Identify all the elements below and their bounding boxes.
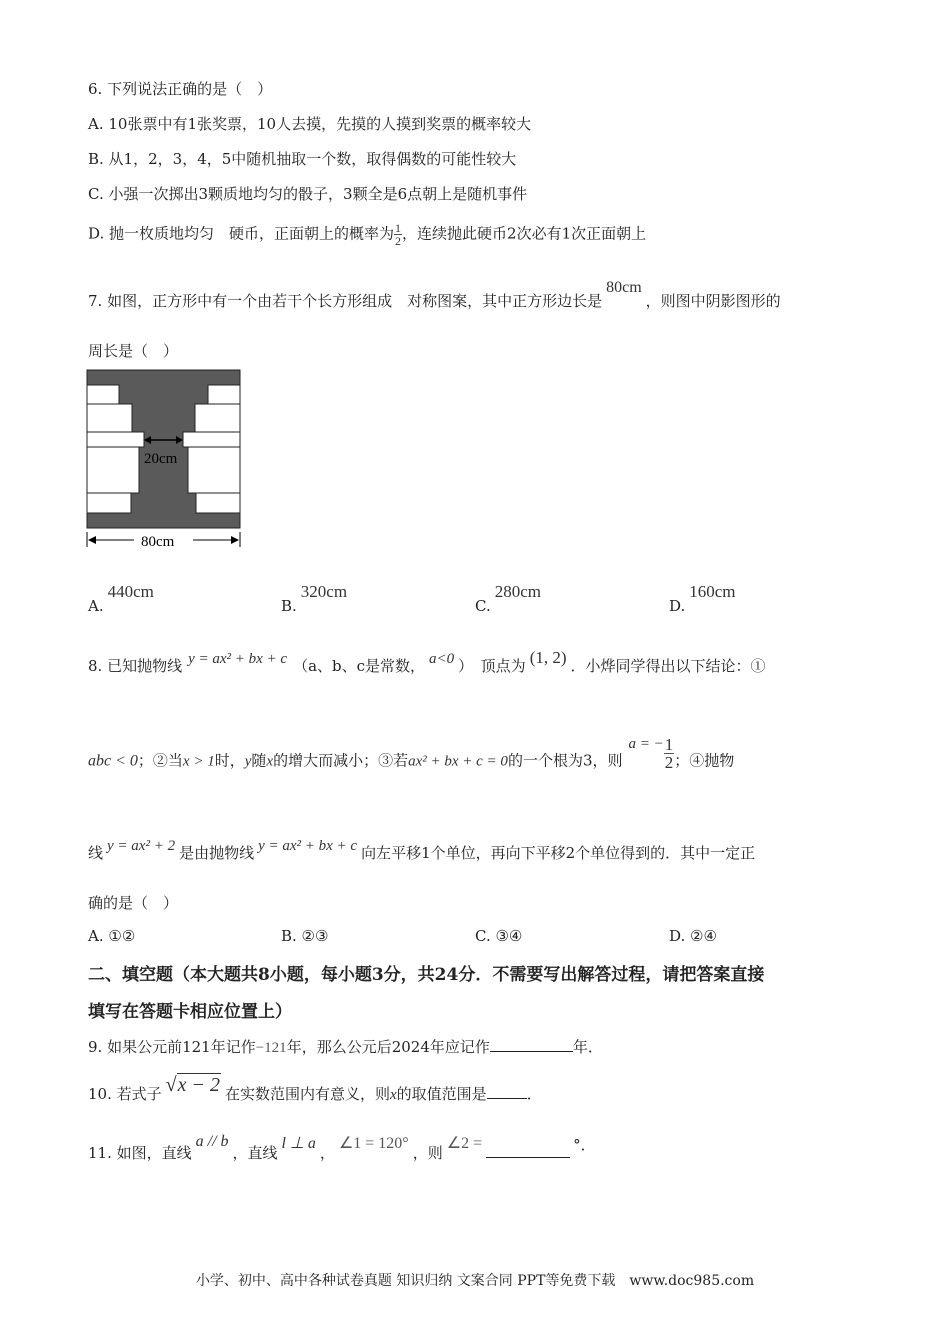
q11-parallel: a // b	[195, 1133, 229, 1150]
q8-abc: abc < 0	[88, 752, 138, 770]
q7-option-d	[669, 582, 736, 615]
q8-eq-parabola: y = ax² + bx + c	[188, 651, 288, 667]
q8-line3	[88, 838, 756, 863]
q8-l2-text-j: 的一个根为3，则	[507, 751, 623, 770]
q9-text-pre: 9. 如果公元前121年记作	[88, 1038, 256, 1056]
q8-text-1: 8. 已知抛物线	[88, 657, 183, 675]
q7-width-arrowhead-right	[231, 536, 239, 544]
q9	[88, 1036, 603, 1057]
q6-option-b: B. 从1，2，3，4，5中随机抽取一个数，取得偶数的可能性较大	[88, 150, 517, 168]
q10-text-pre: 10. 若式子	[88, 1085, 162, 1103]
section2-heading-line2: 填写在答题卡相应位置上）	[88, 1002, 292, 1022]
q8-option-c: C. ③④	[475, 927, 523, 945]
q7-option-d-letter: D.	[669, 597, 686, 615]
q9-answer-blank[interactable]	[490, 1051, 573, 1052]
q11-text-end: °．	[573, 1136, 596, 1154]
q8-fraction-num: 1	[664, 735, 674, 754]
q7-option-b-letter: B.	[281, 597, 297, 615]
q8-l2-text-b: ；②当	[137, 751, 183, 770]
q8-x-gt-1: x > 1	[182, 753, 215, 770]
q8-fraction	[664, 736, 675, 771]
q7-right-rect-3	[183, 432, 240, 447]
q9-text-post: 年，那么公元后2024年应记作	[286, 1038, 490, 1056]
q9-value: −121	[255, 1040, 287, 1056]
q11-text-1: ，直线	[232, 1144, 278, 1162]
q8-eq-original: y = ax² + bx + c	[258, 838, 358, 854]
q11	[88, 1133, 596, 1163]
q7-option-a	[88, 582, 154, 615]
q7-left-rect-1	[87, 385, 119, 404]
q7-option-a-letter: A.	[88, 597, 104, 615]
q8-option-d: D. ②④	[669, 927, 717, 945]
q8-y: y	[244, 753, 252, 770]
q6-d-numerator: 1	[395, 221, 402, 235]
q7-left-rect-5	[87, 493, 131, 513]
q8-l2-text-l: ；④抛物	[674, 751, 735, 770]
q10-answer-blank[interactable]	[487, 1098, 527, 1099]
q7-right-rect-5	[196, 493, 240, 513]
q6-option-d	[88, 222, 646, 247]
q10-var: x	[390, 1087, 397, 1103]
q10-text-post2: 的取值范围是	[396, 1085, 487, 1103]
q8-l2-text-d: 时，	[214, 751, 245, 770]
q10-sqrt	[166, 1074, 221, 1097]
q6-d-text-post: ，连续抛此硬币2次必有1次正面朝上	[402, 224, 647, 243]
q7-left-rect-2	[87, 404, 132, 432]
q7-option-c-value: 280cm	[494, 582, 541, 601]
q10	[88, 1074, 542, 1105]
q7-right-rect-4	[188, 447, 240, 493]
q8-line2	[88, 735, 735, 779]
section2-heading-line1: 二、填空题（本大题共8小题，每小题3分，共24分．不需要写出解答过程，请把答案直接	[88, 965, 765, 985]
q7-width-arrowhead-left	[88, 536, 96, 544]
q8-option-a: A. ①②	[88, 927, 136, 945]
q7-option-a-value: 440cm	[107, 582, 154, 601]
q8-text-4: ．小烨同学得出以下结论：①	[570, 657, 766, 675]
q11-text-pre: 11. 如图，直线	[88, 1144, 192, 1162]
q7-option-b	[281, 582, 348, 615]
q7-side-length: 80cm	[606, 279, 642, 296]
q11-text-2: ，	[319, 1144, 335, 1162]
q11-angle1: ∠1 = 120°	[338, 1135, 409, 1152]
q6-d-fraction	[394, 222, 402, 247]
q6-option-c: C. 小强一次掷出3颗质地均匀的骰子，3颗全是6点朝上是随机事件	[88, 185, 528, 203]
q6-d-text-pre: D. 抛一枚质地均匀 硬币，正面朝上的概率为	[88, 224, 395, 243]
q11-perpendicular: l ⊥ a	[281, 1135, 316, 1152]
q8-a-eq: a = −	[628, 735, 664, 752]
q6-d-denominator: 2	[395, 234, 402, 248]
q10-radicand: x − 2	[177, 1074, 220, 1096]
q7-figure	[82, 365, 247, 555]
q7-stem-post: ，则图中阴影图形的	[645, 292, 781, 310]
q7-label-80cm: 80cm	[141, 534, 175, 550]
q7-left-rect-4	[87, 447, 139, 493]
q11-text-3: ，则	[412, 1144, 443, 1162]
q8-option-b: B. ②③	[281, 927, 329, 945]
q8-eq-shift: y = ax² + 2	[107, 838, 176, 854]
q8-line4: 确的是（ ）	[88, 894, 179, 912]
q7-option-b-value: 320cm	[300, 582, 348, 601]
q7-left-rect-3	[87, 432, 144, 447]
page-footer: 小学、初中、高中各种试卷真题 知识归纳 文案合同 PPT等免费下载 www.doc985.com	[195, 1273, 755, 1289]
q8-l2-text-f: 随	[251, 751, 267, 770]
q7-stem-line2: 周长是（ ）	[88, 342, 179, 360]
q7-stem	[88, 279, 781, 311]
q8-eq-root: ax² + bx + c = 0	[408, 753, 508, 770]
q8-l3-text-e: 向左平移1个单位，再向下平移2个单位得到的．其中一定正	[361, 844, 756, 862]
q8-x: x	[266, 753, 274, 770]
q8-line1	[88, 648, 766, 676]
q8-l3-text-c: 是由抛物线	[179, 844, 255, 862]
q7-stem-pre: 7. 如图，正方形中有一个由若干个长方形组成 对称图案，其中正方形边长是	[88, 292, 603, 310]
q8-fraction-den: 2	[664, 753, 674, 772]
q7-label-20cm: 20cm	[144, 451, 178, 467]
q11-angle2: ∠2 =	[446, 1135, 483, 1152]
q8-vertex: (1, 2)	[529, 648, 567, 667]
q6-stem: 6. 下列说法正确的是（ ）	[88, 80, 273, 98]
q10-text-end: ．	[526, 1085, 542, 1103]
q7-option-c-letter: C.	[475, 597, 491, 615]
q10-text-post: 在实数范围内有意义，则	[224, 1085, 390, 1103]
q6-option-a: A. 10张票中有1张奖票，10人去摸，先摸的人摸到奖票的概率较大	[88, 115, 532, 133]
q9-text-end: 年．	[572, 1038, 603, 1056]
q8-text-2: （a、b、c是常数，	[293, 657, 426, 675]
q11-answer-blank[interactable]	[486, 1157, 570, 1158]
q7-option-d-value: 160cm	[689, 582, 736, 601]
q8-cond: a<0	[429, 651, 455, 667]
q8-text-3: ） 顶点为	[458, 657, 526, 675]
q8-l3-text-a: 线	[88, 844, 104, 862]
q10-radical-sign: √	[165, 1074, 177, 1096]
q7-option-c	[475, 582, 541, 615]
q7-right-rect-1	[208, 385, 240, 404]
q8-l2-text-h: 的增大而减小；③若	[273, 751, 409, 770]
q7-right-rect-2	[195, 404, 240, 432]
